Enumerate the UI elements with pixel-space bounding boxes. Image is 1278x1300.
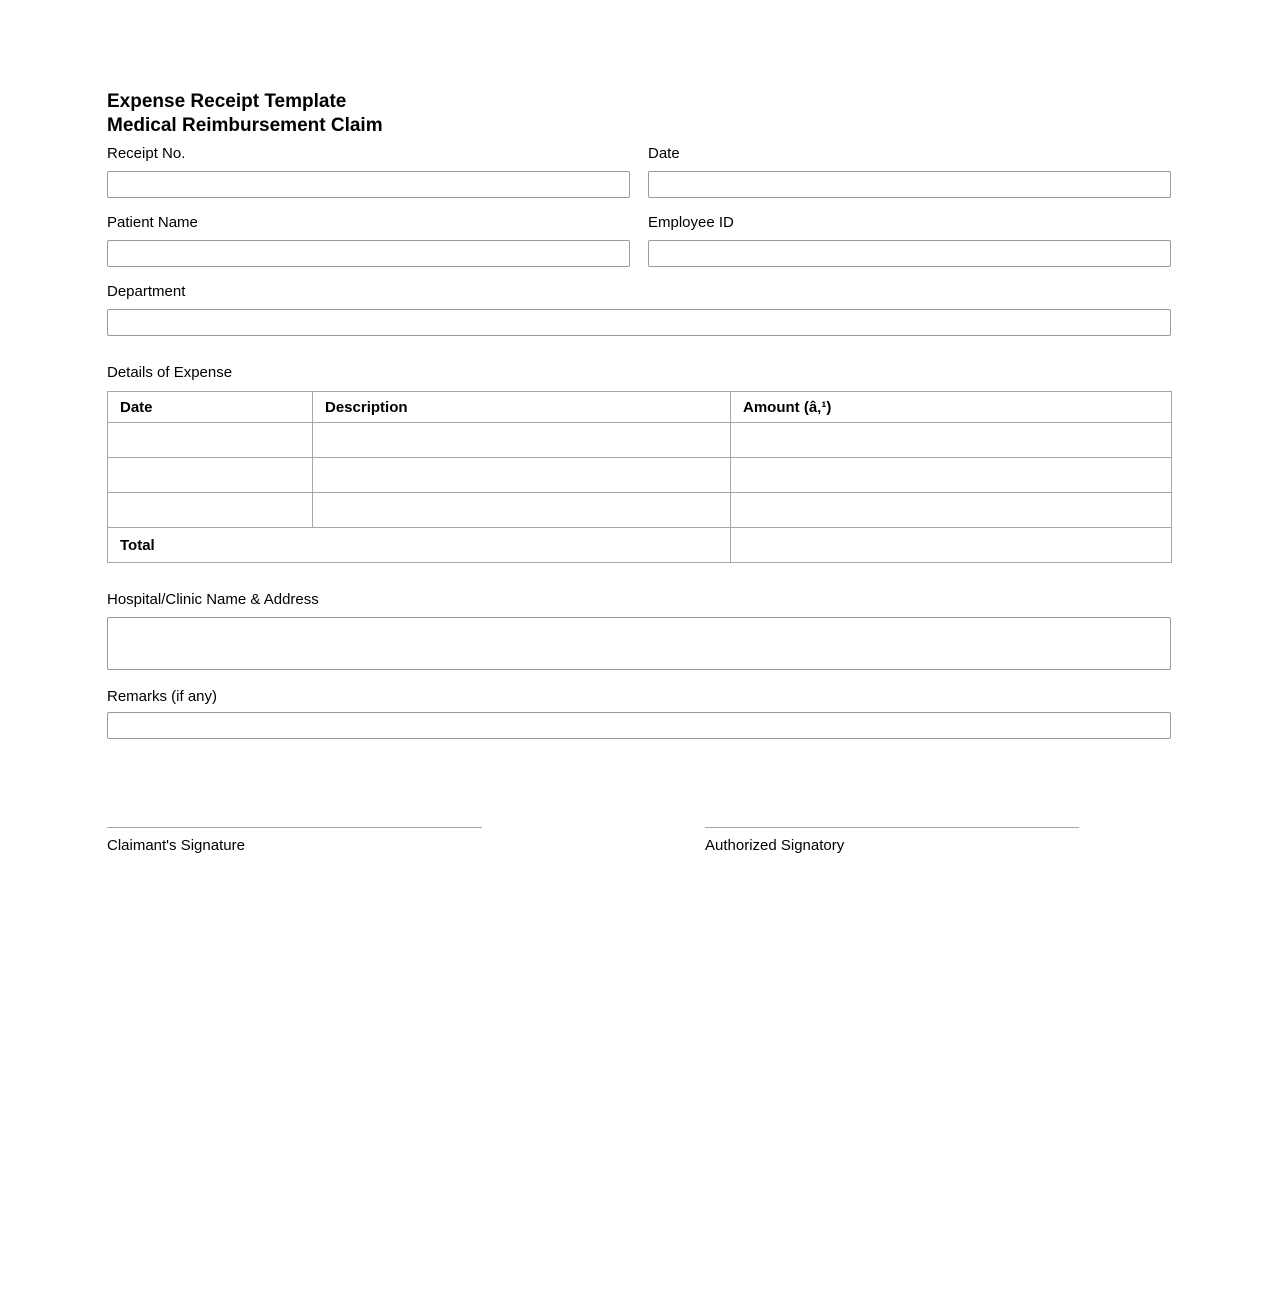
department-input[interactable] bbox=[107, 309, 1171, 336]
expense-table-header-row bbox=[108, 392, 1172, 423]
expense-col-description-header: Description bbox=[313, 392, 731, 423]
patient-name-input[interactable] bbox=[107, 240, 630, 267]
medical-reimbursement-form bbox=[107, 90, 1171, 855]
hospital-address-label: Hospital/Clinic Name & Address bbox=[107, 591, 319, 608]
signature-section bbox=[107, 827, 1171, 855]
patient-name-label: Patient Name bbox=[107, 214, 198, 231]
authorized-signatory-label: Authorized Signatory bbox=[705, 837, 845, 854]
expense-table bbox=[107, 391, 1172, 563]
expense-total-label: Total bbox=[108, 528, 731, 563]
authorized-signatory-block bbox=[705, 827, 1079, 855]
expense-row bbox=[108, 493, 1172, 528]
details-of-expense-heading: Details of Expense bbox=[107, 364, 233, 381]
date-input[interactable] bbox=[648, 171, 1171, 198]
receipt-no-label: Receipt No. bbox=[107, 145, 186, 162]
expense-row bbox=[108, 458, 1172, 493]
receipt-no-input[interactable] bbox=[107, 171, 630, 198]
department-label: Department bbox=[107, 283, 186, 300]
expense-cell bbox=[731, 493, 1172, 528]
field-receipt-no bbox=[107, 145, 630, 198]
expense-col-date-header: Date bbox=[108, 392, 313, 423]
expense-cell bbox=[313, 458, 731, 493]
expense-cell bbox=[313, 423, 731, 458]
expense-col-amount-header: Amount (â‚¹) bbox=[731, 392, 1172, 423]
claimant-signature-block bbox=[107, 827, 482, 855]
form-subtitle: Medical Reimbursement Claim bbox=[107, 115, 383, 136]
expense-cell bbox=[108, 493, 313, 528]
row-receipt-date bbox=[107, 145, 1171, 198]
expense-cell bbox=[731, 423, 1172, 458]
expense-row bbox=[108, 423, 1172, 458]
field-remarks bbox=[107, 688, 1171, 739]
expense-cell bbox=[108, 458, 313, 493]
expense-total-row bbox=[108, 528, 1172, 563]
expense-cell bbox=[313, 493, 731, 528]
employee-id-input[interactable] bbox=[648, 240, 1171, 267]
claimant-signature-label: Claimant's Signature bbox=[107, 837, 245, 854]
row-department bbox=[107, 283, 1171, 336]
remarks-label: Remarks (if any) bbox=[107, 688, 218, 705]
remarks-input[interactable] bbox=[107, 712, 1171, 739]
expense-total-amount-cell bbox=[731, 528, 1172, 563]
hospital-address-textarea[interactable] bbox=[107, 617, 1171, 670]
field-hospital-address bbox=[107, 591, 1171, 670]
field-date bbox=[648, 145, 1171, 198]
field-patient-name bbox=[107, 214, 630, 267]
form-title: Expense Receipt Template bbox=[107, 91, 347, 112]
expense-cell bbox=[108, 423, 313, 458]
expense-cell bbox=[731, 458, 1172, 493]
date-label: Date bbox=[648, 145, 680, 162]
row-patient-employee bbox=[107, 214, 1171, 267]
employee-id-label: Employee ID bbox=[648, 214, 734, 231]
field-employee-id bbox=[648, 214, 1171, 267]
field-department bbox=[107, 283, 1171, 336]
